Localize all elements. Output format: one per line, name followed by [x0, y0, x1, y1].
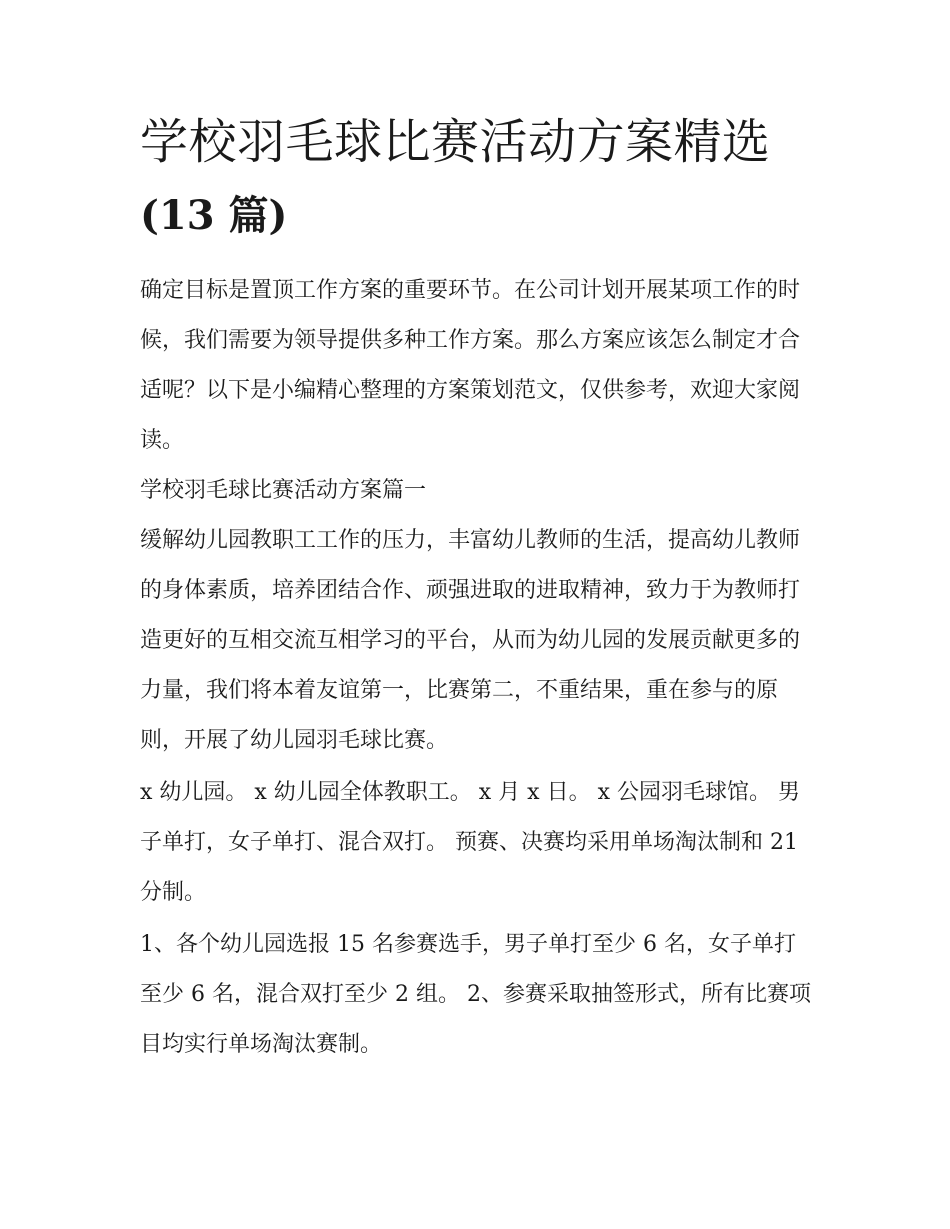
document-title-count: (13 篇)	[140, 192, 288, 239]
purpose-paragraph: 缓解幼儿园教职工工作的压力，丰富幼儿教师的生活，提高幼儿教师的身体素质，培养团结合作、顽强进取的进取精神，致力于为教师打造更好的互相交流互相学习的平台，从而为幼儿园的发展贡献更多的力量，我们将本着友谊第一，比赛第二，不重结果，重在参与的原则，开展了幼儿园羽毛球比赛。	[140, 528, 801, 753]
event-details-paragraph: x 幼儿园。 x 幼儿园全体教职工。 x 月 x 日。 x 公园羽毛球馆。 男子单打，女子单打、混合双打。 预赛、决赛均采用单场淘汰制和 21 分制。	[140, 780, 800, 905]
document-page	[140, 110, 812, 1070]
section-heading: 学校羽毛球比赛活动方案篇一	[140, 478, 427, 503]
document-title: 学校羽毛球比赛活动方案精选	[140, 114, 771, 170]
rules-paragraph: 1、各个幼儿园选报 15 名参赛选手，男子单打至少 6 名，女子单打至少 6 名，混合双打至少 2 组。 2、参赛采取抽签形式，所有比赛项目均实行单场淘汰赛制。	[140, 932, 811, 1057]
intro-paragraph: 确定目标是置顶工作方案的重要环节。在公司计划开展某项工作的时候，我们需要为领导提供多种工作方案。那么方案应该怎么制定才合适呢？以下是小编精心整理的方案策划范文，仅供参考，欢迎大家阅读。	[140, 278, 801, 453]
